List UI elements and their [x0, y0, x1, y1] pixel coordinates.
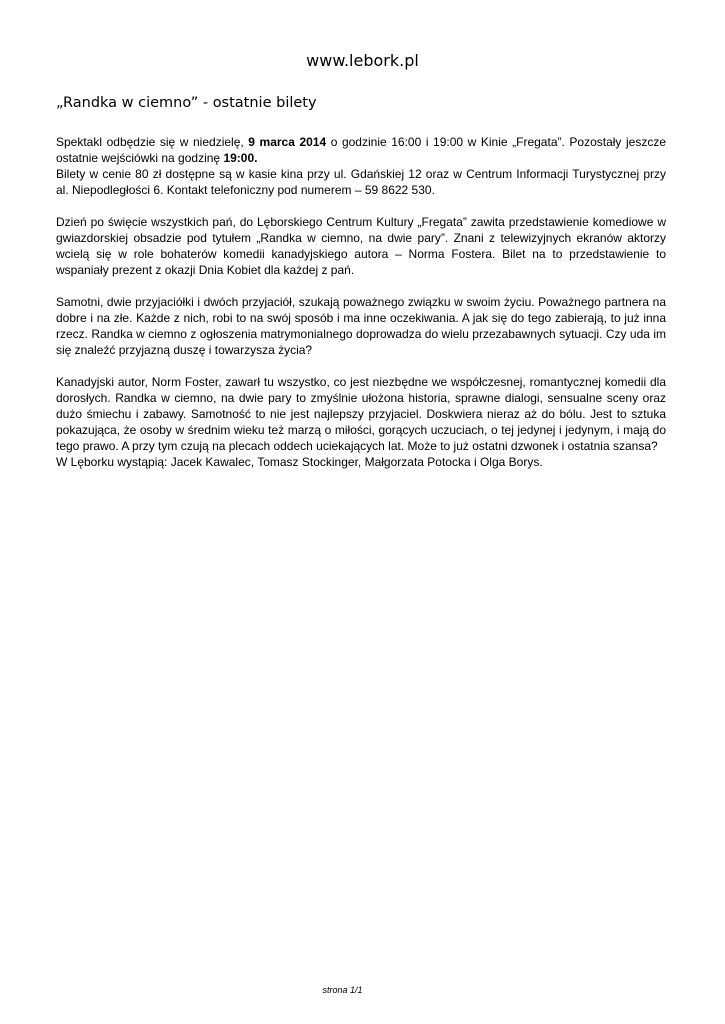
page-number-footer: strona 1/1: [322, 985, 363, 995]
paragraph-plot: Samotni, dwie przyjaciółki i dwóch przyjaciół, szukają poważnego związku w swoim życiu. Poważnego partnera na dobre i na złe. Każde z nich, robi to na swój sposób i ma inne oczekiwania. A jak się do tego zabierają, to już inna rzecz. Randka w ciemno z ogłoszenia matrymonialnego doprowadza do wielu przezabawnych sytuacji. Czy uda im się znaleźć przyjazną duszę i towarzysza życia?: [56, 295, 666, 357]
article-body: [56, 134, 666, 470]
paragraph-event-info: [56, 134, 666, 198]
article-title: „Randka w ciemno” - ostatnie bilety: [56, 95, 317, 111]
event-last-time: 19:00.: [223, 151, 258, 165]
paragraph-cast: W Lęborku wystąpią: Jacek Kawalec, Tomasz Stockinger, Małgorzata Potocka i Olga Borys.: [56, 455, 543, 469]
event-date: 9 marca 2014: [248, 135, 327, 149]
tickets-info: Bilety w cenie 80 zł dostępne są w kasie kina przy ul. Gdańskiej 12 oraz w Centrum Informacji Turystycznej przy al. Niepodległości 6. Kontakt telefoniczny pod numerem – 59 8622 530.: [56, 167, 666, 197]
paragraph-performance-intro: Dzień po święcie wszystkich pań, do Lęborskiego Centrum Kultury „Fregata” zawita przedstawienie komediowe w gwiazdorskiej obsadzie pod tytułem „Randka w ciemno, na dwie pary”. Znani z telewizyjnych ekranów aktorzy wcielą się w role bohaterów komedii kanadyjskiego autora – Norma Fostera. Bilet na to przedstawienie to wspaniały prezent z okazji Dnia Kobiet dla każdej z pań.: [56, 215, 666, 277]
site-url-header: www.lebork.pl: [306, 51, 419, 70]
event-schedule-line: [56, 134, 666, 166]
event-times-text: o godzinie 16:00 i 19:00 w Kinie „Fregata”. Pozostały jeszcze ostatnie wejściówki na godzinę: [56, 135, 666, 165]
paragraph-author: Kanadyjski autor, Norm Foster, zawarł tu wszystko, co jest niezbędne we współczesnej, romantycznej komedii dla dorosłych. Randka w ciemno, na dwie pary to zmyślnie ułożona historia, sprawne dialogi, sensualne sceny oraz dużo śmiechu i zabawy. Samotność to nie jest najlepszy przyjaciel. Doskwiera nieraz aż do bólu. Jest to sztuka pokazująca, że osoby w średnim wieku też marzą o miłości, gorących uczuciach, o tej jedynej i jedynym, i mają do tego prawo. A przy tym czują na plecach oddech uciekających lat. Może to już ostatni dzwonek i ostatnia szansa?: [56, 375, 666, 453]
event-intro-text: Spektakl odbędzie się w niedzielę,: [56, 135, 249, 149]
